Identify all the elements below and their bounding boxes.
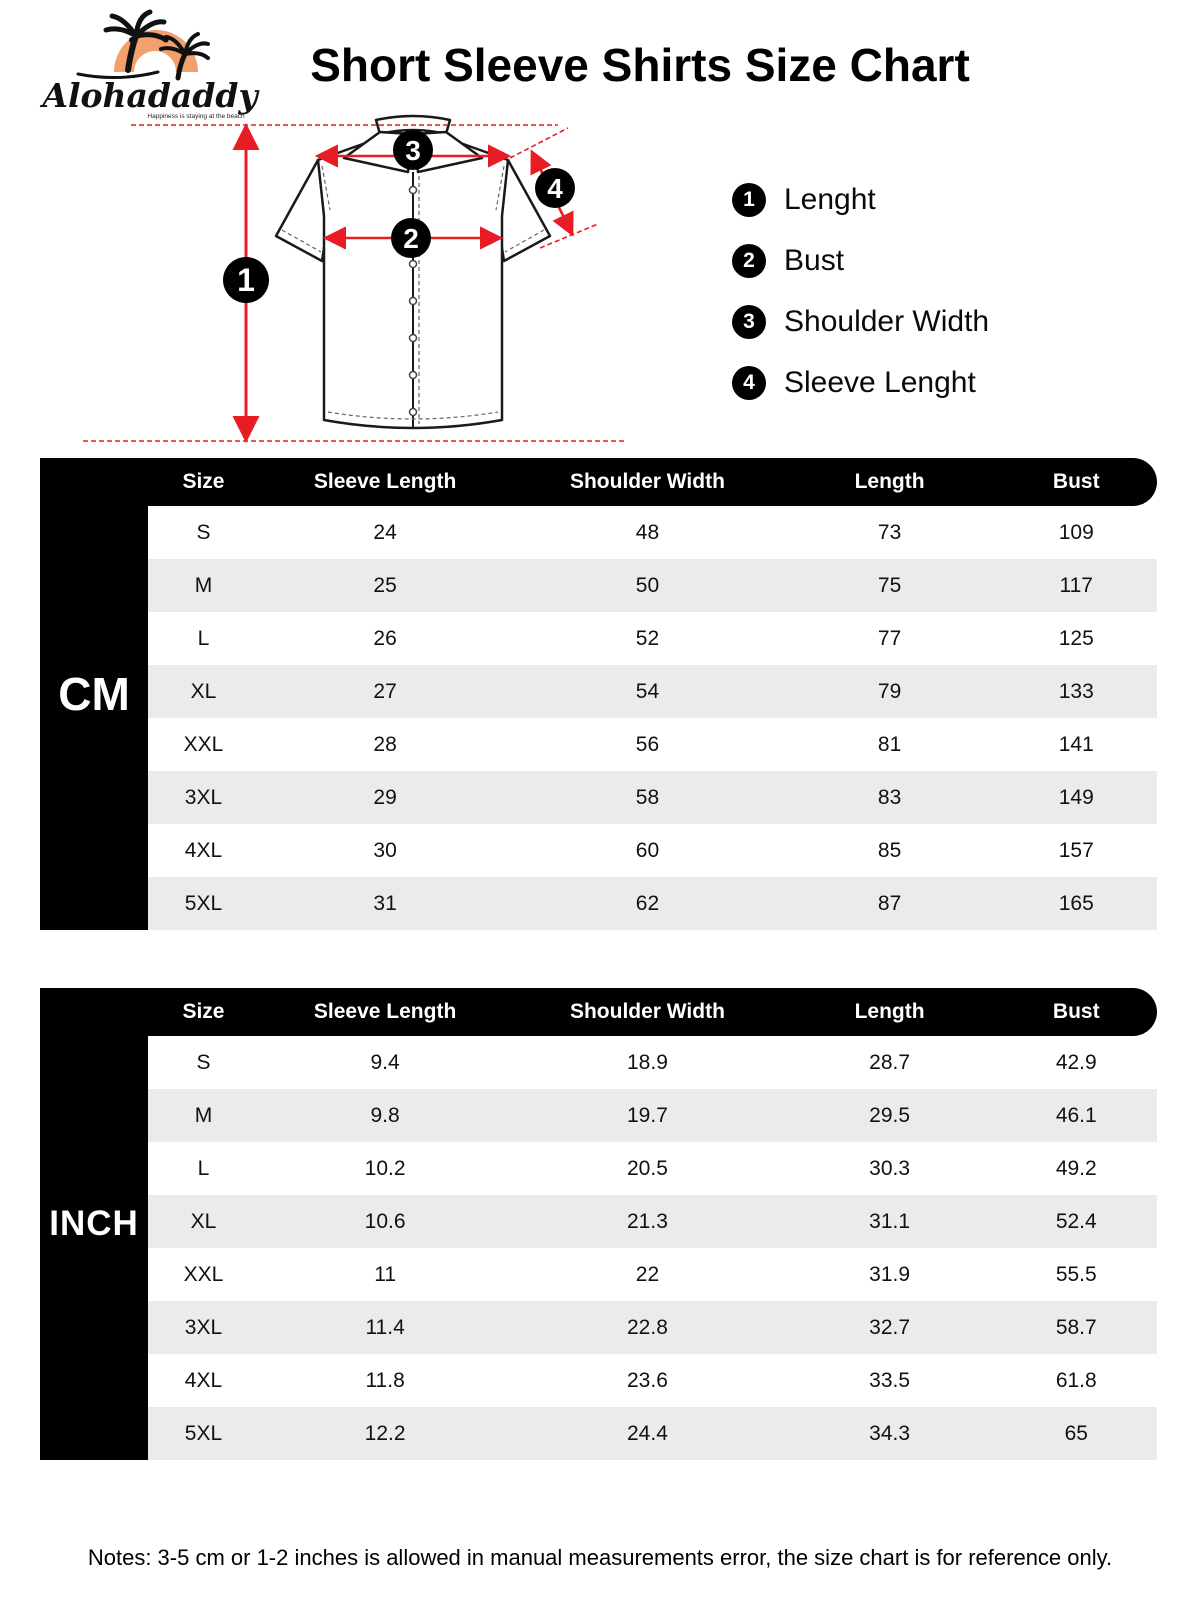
size-table-inch: [40, 988, 1157, 1460]
legend-number-2-icon: 2: [732, 244, 766, 278]
value-cell: 28.7: [869, 1050, 911, 1074]
value-cell: 11.8: [365, 1368, 405, 1392]
table-rows-inch: [148, 1036, 1157, 1460]
table-row-M: [148, 1089, 1157, 1142]
value-cell: 20.5: [627, 1156, 668, 1180]
measurement-legend: [732, 180, 1172, 424]
value-cell: 52.4: [1055, 1209, 1097, 1233]
value-cell: 22.8: [627, 1315, 668, 1339]
table-row-S: [148, 1036, 1157, 1089]
value-cell: 75: [877, 573, 902, 597]
value-cell: 60: [635, 838, 660, 862]
value-cell: 11.4: [365, 1315, 405, 1339]
value-cell: 157: [1058, 838, 1094, 862]
column-header: Sleeve Length: [313, 1000, 457, 1023]
unit-label-inch: [40, 988, 148, 1460]
diagram-marker-1: 1: [237, 262, 255, 298]
value-cell: 65: [1064, 1421, 1088, 1445]
column-header: Size: [182, 1000, 225, 1023]
shirt-measurement-diagram: [78, 98, 640, 450]
table-header-inch: [148, 988, 1157, 1036]
table-row-4XL: [148, 1354, 1157, 1407]
unit-label-text: INCH: [49, 1204, 139, 1243]
value-cell: 87: [877, 891, 902, 915]
value-cell: 49.2: [1055, 1156, 1097, 1180]
legend-item-shoulder-width: [732, 302, 1172, 342]
notes-text: Notes: 3-5 cm or 1-2 inches is allowed in manual measurements error, the size chart is for reference only.: [87, 1545, 1113, 1570]
value-cell: 10.6: [364, 1209, 406, 1233]
table-row-L: [148, 1142, 1157, 1195]
table-row-XL: [148, 1195, 1157, 1248]
size-cell: 5XL: [184, 1421, 223, 1445]
size-cell: 4XL: [184, 1368, 223, 1392]
value-cell: 58: [635, 785, 660, 809]
size-cell: S: [196, 1050, 211, 1074]
legend-number-4-icon: 4: [732, 366, 766, 400]
value-cell: 48: [635, 520, 660, 544]
size-cell: XL: [190, 1209, 217, 1233]
value-cell: 31.1: [869, 1209, 911, 1233]
table-row-L: [148, 612, 1157, 665]
legend-label: Bust: [784, 244, 845, 277]
brand-tagline: Happiness is staying at the beach: [147, 113, 245, 120]
value-cell: 117: [1059, 573, 1093, 597]
legend-item-length: [732, 180, 1172, 220]
value-cell: 26: [373, 626, 397, 650]
value-cell: 141: [1058, 732, 1094, 756]
size-cell: XL: [190, 679, 217, 703]
table-row-3XL: [148, 771, 1157, 824]
value-cell: 50: [635, 573, 660, 597]
value-cell: 42.9: [1055, 1050, 1097, 1074]
size-cell: M: [194, 573, 213, 597]
value-cell: 31.9: [869, 1262, 911, 1286]
table-row-5XL: [148, 1407, 1157, 1460]
size-cell: 3XL: [184, 1315, 223, 1339]
value-cell: 52: [635, 626, 660, 650]
unit-label-text: CM: [58, 668, 130, 720]
legend-item-sleeve-length: [732, 363, 1172, 403]
value-cell: 85: [877, 838, 902, 862]
value-cell: 19.7: [627, 1103, 668, 1127]
legend-item-bust: [732, 241, 1172, 281]
size-cell: XXL: [183, 1262, 224, 1286]
value-cell: 24: [373, 520, 397, 544]
legend-label: Shoulder Width: [784, 305, 990, 338]
size-table-cm: [40, 458, 1157, 930]
value-cell: 58.7: [1055, 1315, 1097, 1339]
value-cell: 79: [877, 679, 902, 703]
table-row-4XL: [148, 824, 1157, 877]
table-row-M: [148, 559, 1157, 612]
value-cell: 18.9: [627, 1050, 668, 1074]
value-cell: 9.8: [370, 1103, 400, 1127]
table-row-3XL: [148, 1301, 1157, 1354]
value-cell: 56: [635, 732, 660, 756]
column-header: Shoulder Width: [569, 1000, 725, 1023]
value-cell: 83: [877, 785, 902, 809]
value-cell: 31: [373, 891, 397, 915]
legend-label: Lenght: [784, 183, 876, 216]
column-header: Bust: [1052, 1000, 1100, 1023]
size-cell: S: [196, 520, 211, 544]
table-row-S: [148, 506, 1157, 559]
size-cell: 5XL: [184, 891, 223, 915]
column-header: Shoulder Width: [569, 470, 725, 493]
table-row-XL: [148, 665, 1157, 718]
column-header: Length: [854, 1000, 925, 1023]
size-cell: L: [197, 1156, 210, 1180]
table-content-inch: [148, 988, 1157, 1460]
value-cell: 12.2: [364, 1421, 406, 1445]
table-row-5XL: [148, 877, 1157, 930]
value-cell: 25: [373, 573, 397, 597]
column-header: Size: [182, 470, 225, 493]
value-cell: 10.2: [364, 1156, 406, 1180]
value-cell: 29.5: [869, 1103, 911, 1127]
value-cell: 21.3: [627, 1209, 668, 1233]
size-cell: L: [197, 626, 210, 650]
page-title: Short Sleeve Shirts Size Chart: [310, 39, 970, 91]
table-row-XXL: [148, 1248, 1157, 1301]
value-cell: 125: [1058, 626, 1094, 650]
diagram-marker-4: 4: [547, 173, 563, 204]
value-cell: 81: [877, 732, 902, 756]
brand-name: Alohadaddy: [42, 76, 258, 115]
value-cell: 30.3: [869, 1156, 911, 1180]
unit-label-cm: [40, 458, 148, 930]
value-cell: 55.5: [1055, 1262, 1097, 1286]
legend-label: Sleeve Lenght: [784, 366, 976, 399]
column-header: Length: [854, 470, 925, 493]
table-header-cm: [148, 458, 1157, 506]
column-header: Sleeve Length: [313, 470, 457, 493]
size-cell: XXL: [183, 732, 224, 756]
value-cell: 11: [374, 1262, 397, 1286]
size-cell: 4XL: [184, 838, 223, 862]
value-cell: 33.5: [869, 1368, 911, 1392]
value-cell: 34.3: [869, 1421, 911, 1445]
shirt-diagram-icon: [78, 98, 640, 450]
value-cell: 62: [635, 891, 660, 915]
diagram-marker-2: 2: [403, 223, 419, 254]
value-cell: 73: [877, 520, 902, 544]
value-cell: 77: [877, 626, 902, 650]
value-cell: 27: [373, 679, 397, 703]
value-cell: 29: [373, 785, 397, 809]
table-rows-cm: [148, 506, 1157, 930]
value-cell: 9.4: [370, 1050, 400, 1074]
value-cell: 30: [373, 838, 397, 862]
value-cell: 109: [1058, 520, 1094, 544]
size-cell: 3XL: [184, 785, 223, 809]
value-cell: 22: [635, 1262, 660, 1286]
legend-number-3-icon: 3: [732, 305, 766, 339]
diagram-marker-3: 3: [405, 135, 421, 166]
value-cell: 149: [1058, 785, 1094, 809]
column-header: Bust: [1052, 470, 1100, 493]
size-cell: M: [194, 1103, 213, 1127]
value-cell: 23.6: [627, 1368, 668, 1392]
value-cell: 54: [635, 679, 660, 703]
value-cell: 165: [1058, 891, 1094, 915]
value-cell: 24.4: [627, 1421, 668, 1445]
value-cell: 32.7: [869, 1315, 911, 1339]
legend-number-1-icon: 1: [732, 183, 766, 217]
value-cell: 133: [1058, 679, 1094, 703]
table-content-cm: [148, 458, 1157, 930]
value-cell: 46.1: [1055, 1103, 1097, 1127]
value-cell: 61.8: [1055, 1368, 1097, 1392]
table-row-XXL: [148, 718, 1157, 771]
value-cell: 28: [373, 732, 397, 756]
